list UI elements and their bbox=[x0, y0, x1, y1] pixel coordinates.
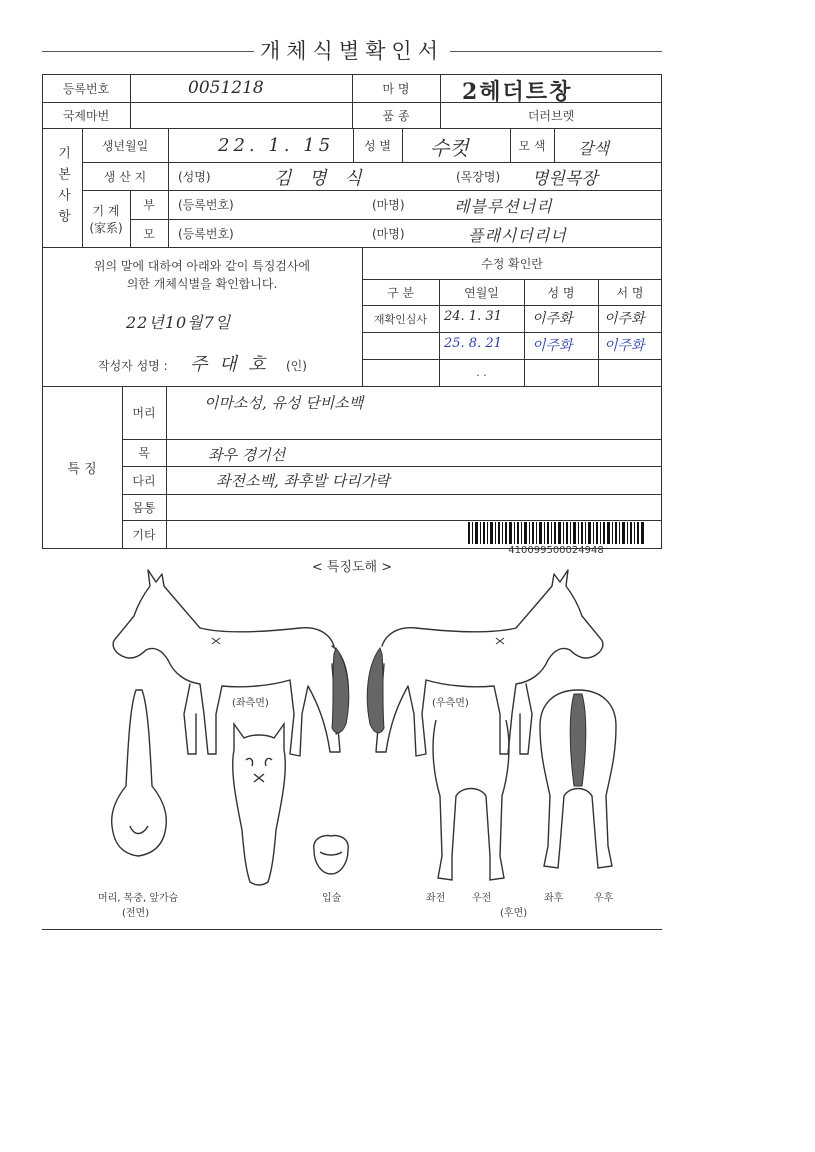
reg-no-label: 등록번호 bbox=[62, 81, 110, 96]
dob-label: 생년월일 bbox=[101, 138, 149, 153]
horse-name-label: 마 명 bbox=[382, 81, 410, 96]
rule bbox=[122, 494, 662, 495]
rule bbox=[661, 74, 662, 548]
dam-reg-hint: (등록번호) bbox=[178, 226, 234, 241]
rule bbox=[122, 439, 662, 440]
sire-label: 부 bbox=[143, 198, 155, 212]
sire-name-value: 레블루션너리 bbox=[454, 197, 553, 216]
document-title: 개체식별확인서 bbox=[254, 39, 450, 63]
sire-reg-hint: (등록번호) bbox=[178, 198, 234, 212]
diagram-title: < 특징도해 > bbox=[311, 559, 393, 575]
other-label: 기타 bbox=[132, 527, 156, 542]
rule bbox=[402, 128, 403, 162]
rule bbox=[122, 466, 662, 467]
issue-date: 22년10월7일 bbox=[126, 313, 232, 332]
origin-name-value: 김 명 식 bbox=[274, 168, 368, 189]
rule bbox=[362, 332, 662, 333]
horse-rear-outline bbox=[534, 686, 624, 876]
horse-front-neck-outline bbox=[104, 686, 174, 866]
front-label: (전면) bbox=[122, 908, 150, 919]
writer-seal: (인) bbox=[286, 358, 307, 373]
revision-title: 수정 확인란 bbox=[481, 256, 543, 271]
basic-section-text: 기본사항 bbox=[55, 145, 70, 230]
body-label: 몸통 bbox=[132, 500, 156, 515]
rule bbox=[554, 128, 555, 162]
legs-value: 좌전소백, 좌후발 다리가락 bbox=[216, 472, 390, 490]
ranch-hint: (목장명) bbox=[456, 169, 501, 184]
features-section-label: 특 징 bbox=[67, 461, 97, 477]
sex-label: 성 별 bbox=[364, 138, 391, 153]
horse-lips-outline bbox=[306, 832, 356, 882]
dam-name-hint: (마명) bbox=[372, 226, 405, 241]
document-title-area bbox=[42, 36, 662, 66]
revision-row2-name: 이주화 bbox=[532, 338, 573, 354]
right-side-label: (우측면) bbox=[432, 698, 469, 709]
barcode bbox=[468, 522, 644, 544]
lips-caption: 입술 bbox=[322, 893, 342, 904]
left-side-label: (좌측면) bbox=[232, 698, 269, 709]
revision-header-name: 성 명 bbox=[547, 285, 575, 300]
lineage-label bbox=[82, 190, 130, 247]
neck-label: 목 bbox=[138, 446, 150, 460]
neck-value: 좌우 경기선 bbox=[208, 446, 286, 464]
sex-value: 수컷 bbox=[430, 136, 469, 160]
head-label: 머리 bbox=[132, 406, 156, 420]
sire-name-hint: (마명) bbox=[372, 198, 405, 212]
revision-row1-sign: 이주화 bbox=[604, 311, 645, 327]
rear-caption-right-hind: 우후 bbox=[594, 893, 614, 904]
intl-no-label: 국제마번 bbox=[62, 108, 110, 123]
color-label: 모 색 bbox=[518, 138, 546, 153]
rear-caption-left-hind: 좌후 bbox=[544, 893, 564, 904]
origin-label: 생 산 지 bbox=[103, 169, 147, 184]
dob-value: 22. 1. 15 bbox=[218, 135, 335, 156]
writer-label: 작성자 성명 : bbox=[98, 358, 168, 373]
breed-label: 품 종 bbox=[382, 108, 410, 123]
rule bbox=[168, 190, 169, 247]
revision-row2-sign: 이주화 bbox=[604, 338, 645, 354]
tail-left bbox=[332, 648, 349, 733]
lineage-hanja: (家系) bbox=[89, 220, 123, 235]
lineage-text: 기 계 bbox=[92, 203, 120, 218]
origin-name-hint: (성명) bbox=[178, 169, 211, 184]
tail-right bbox=[367, 648, 384, 733]
revision-row1-date: 24. 1. 31 bbox=[444, 309, 502, 324]
rule bbox=[166, 386, 167, 548]
ranch-value: 명원목장 bbox=[532, 169, 598, 189]
color-value: 갈색 bbox=[578, 139, 609, 158]
writer-name: 주 대 호 bbox=[190, 354, 269, 375]
horse-front-legs-outline bbox=[426, 716, 516, 886]
rule bbox=[168, 128, 169, 190]
rear-label: (후면) bbox=[500, 908, 528, 919]
identification-form bbox=[42, 36, 662, 930]
legs-label: 다리 bbox=[132, 473, 156, 488]
rule bbox=[82, 162, 662, 163]
statement-line1: 위의 말에 대하여 아래와 같이 특징검사에 bbox=[93, 258, 311, 273]
front-caption: 머리, 목중, 앞가슴 bbox=[98, 893, 179, 904]
basic-section-label bbox=[42, 128, 82, 247]
rear-caption-left-front: 좌전 bbox=[426, 893, 446, 904]
dam-label: 모 bbox=[143, 226, 155, 241]
revision-header-kind: 구 분 bbox=[387, 285, 414, 300]
rule bbox=[130, 74, 131, 128]
revision-header-sign: 서 명 bbox=[616, 285, 644, 300]
revision-row3-date: . . bbox=[476, 366, 487, 379]
rule bbox=[122, 520, 662, 521]
rear-caption-right-front: 우전 bbox=[472, 893, 492, 904]
horse-head-front-outline bbox=[224, 720, 294, 890]
breed-value: 더러브렛 bbox=[527, 108, 575, 123]
statement-line2: 의한 개체식별을 확인합니다. bbox=[126, 276, 278, 291]
reg-no-value: 0051218 bbox=[188, 78, 264, 98]
horse-name-value: 2헤더트창 bbox=[462, 79, 573, 105]
revision-row1-kind: 재확인심사 bbox=[373, 312, 428, 326]
dam-name-value: 플래시더리너 bbox=[468, 226, 567, 245]
tail-rear bbox=[570, 694, 586, 786]
revision-header-date: 연월일 bbox=[464, 285, 499, 300]
rule bbox=[42, 929, 662, 930]
barcode-number: 410099500024948 bbox=[508, 544, 604, 556]
head-value: 이마소성, 유성 단비소백 bbox=[204, 394, 364, 412]
revision-row1-name: 이주화 bbox=[532, 311, 573, 327]
revision-row2-date: 25. 8. 21 bbox=[444, 336, 502, 351]
